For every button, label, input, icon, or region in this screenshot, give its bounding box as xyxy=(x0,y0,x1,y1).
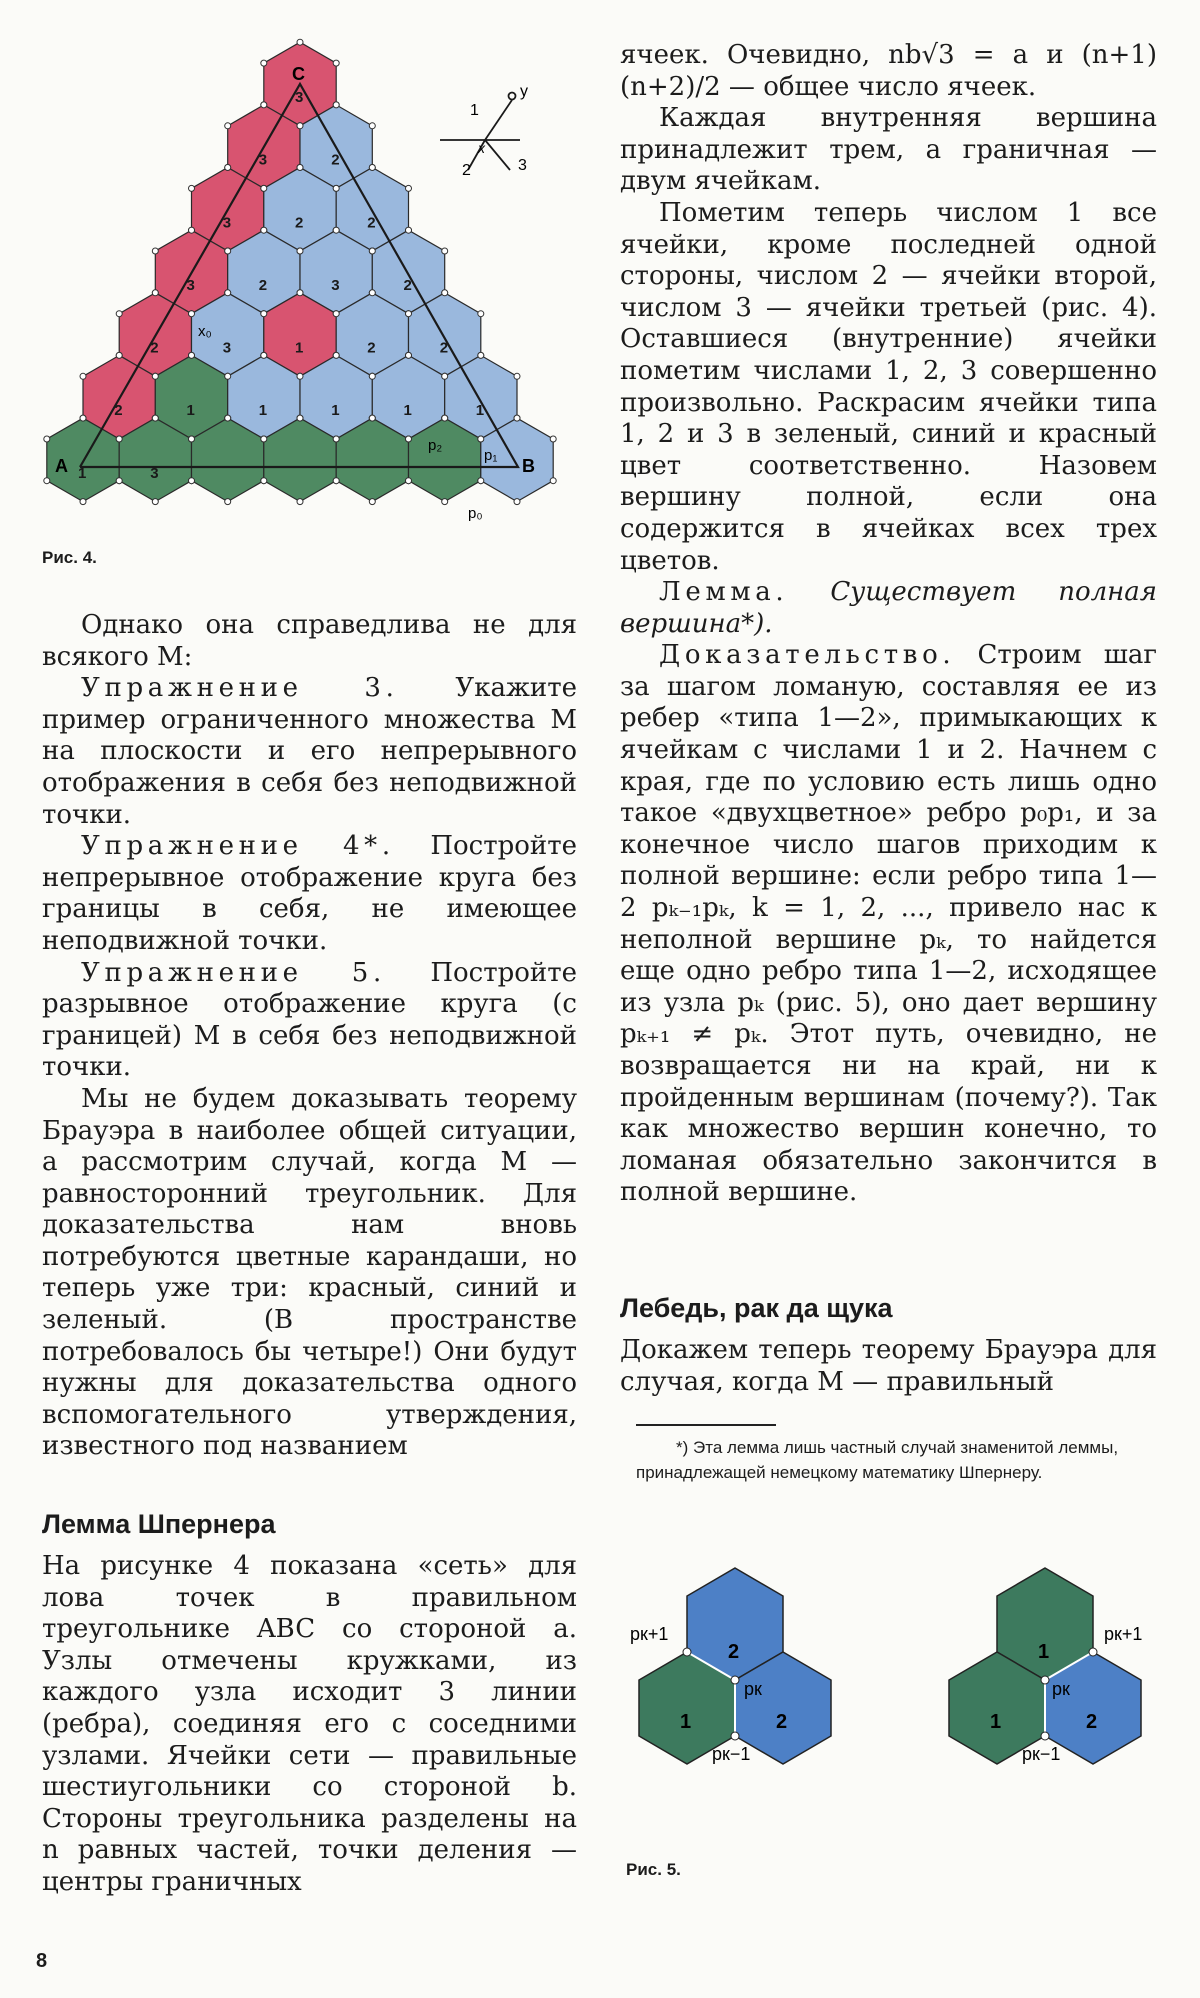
exercise-text: Постройте непрерывное отображение круга без границы в себя, не имеющее неподвижной точки. xyxy=(42,831,577,956)
grid-node xyxy=(261,478,267,484)
label-pk-minus-1: pк−1 xyxy=(712,1744,751,1764)
grid-node xyxy=(478,352,484,358)
lemma-label: Лемма. xyxy=(659,577,789,608)
grid-node xyxy=(80,499,86,505)
exercise-label: Упражнение 5. xyxy=(81,957,386,988)
grid-node xyxy=(369,373,375,379)
cell-number: 2 xyxy=(150,339,159,357)
exercise-text: Укажите пример ограниченного множества M на плоскости и его непрерывного отображения в себя без неподвижной точки. xyxy=(42,673,577,830)
grid-node xyxy=(261,185,267,191)
grid-node xyxy=(406,311,412,317)
grid-node xyxy=(189,185,195,191)
grid-node xyxy=(406,227,412,233)
page-number: 8 xyxy=(36,1950,48,1972)
grid-node xyxy=(297,415,303,421)
cell-number: 2 xyxy=(728,1641,740,1663)
grid-node xyxy=(225,373,231,379)
axis-label-y: y xyxy=(520,83,528,100)
grid-node xyxy=(225,165,231,171)
grid-node xyxy=(225,499,231,505)
grid-node xyxy=(261,311,267,317)
figure-4-hex-triangle xyxy=(20,20,560,540)
grid-node xyxy=(406,478,412,484)
proof xyxy=(620,640,1157,1209)
cell-number: 2 xyxy=(403,276,412,294)
grid-node xyxy=(369,248,375,254)
grid-node xyxy=(406,436,412,442)
grid-node xyxy=(442,248,448,254)
cell-number: 1 xyxy=(475,402,485,420)
grid-node xyxy=(478,311,484,317)
grid-node xyxy=(369,165,375,171)
cell-number: 1 xyxy=(403,402,412,420)
cell-number: 3 xyxy=(186,276,195,294)
grid-node xyxy=(189,352,195,358)
cell-number: 2 xyxy=(258,276,268,294)
grid-node xyxy=(514,499,520,505)
cell-number: 2 xyxy=(331,151,340,169)
vertex-label-b: B xyxy=(522,456,535,476)
grid-node xyxy=(116,436,122,442)
proof-label: Доказательство. xyxy=(659,640,956,671)
cell-number: 1 xyxy=(295,339,304,357)
grid-node xyxy=(550,478,556,484)
label-pk-plus-1: pк+1 xyxy=(1104,1624,1143,1644)
figure-4-caption: Рис. 4. xyxy=(42,548,97,567)
grid-node xyxy=(478,436,484,442)
grid-node xyxy=(333,436,339,442)
grid-node xyxy=(261,227,267,233)
cell-number: 1 xyxy=(258,402,268,420)
cell-number: 1 xyxy=(78,464,87,482)
cell-number: 2 xyxy=(439,339,449,357)
grid-node xyxy=(442,499,448,505)
grid-node xyxy=(152,290,158,296)
label-pk: pк xyxy=(1052,1679,1070,1699)
axis-label-x: x xyxy=(478,140,485,156)
grid-node xyxy=(261,60,267,66)
figure-5-left xyxy=(630,1568,831,1764)
grid-node xyxy=(297,39,303,45)
proof-text: Строим шаг за шагом ломаную, составляя ее из ребер «типа 1—2», примыкающих к ячейкам с числами 1 и 2. Начнем с края, где по условию есть лишь одно такое «двухцветное» ребро p₀p₁, и за конечное число шагов приходим к полной вершине: если ребро типа 1—2 pₖ₋₁pₖ, k = 1, 2, ..., привело нас к неполной вершине pₖ, то найдется еще одно ребро типа 1—2, исходящее из узла pₖ (рис. 5), оно дает вершину pₖ₊₁ ≠ pₖ. Этот путь, очевидно, не возвращается ни на край, ни к пройденным вершинам (почему?). Так как множество вершин конечно, то ломаная обязательно закончится в полной вершине. xyxy=(620,640,1157,1208)
grid-node xyxy=(225,290,231,296)
paragraph: Однако она справедлива не для всякого M: xyxy=(42,610,577,672)
grid-node xyxy=(442,290,448,296)
cell-number: 2 xyxy=(367,339,376,357)
grid-node xyxy=(369,415,375,421)
grid-node xyxy=(189,311,195,317)
cell-number: 2 xyxy=(295,214,304,232)
cell-number: 3 xyxy=(222,214,232,232)
cell-number: 1 xyxy=(990,1711,1002,1733)
figure-5-caption: Рис. 5. xyxy=(626,1860,681,1879)
axis-label-2: 2 xyxy=(462,162,471,179)
paragraph: Мы не будем доказывать теорему Брауэра в наиболее общей ситуации, а рассмотрим случай, когда M — равносторонний треугольник. Для доказательства нам вновь потребуются цветные карандаши, но теперь уже три: красный, синий и зеленый. (В пространстве потребовалось бы четыре!) Они будут нужны для доказательства одного вспомогательного утверждения, известного под названием xyxy=(42,1083,577,1462)
grid-node xyxy=(442,415,448,421)
grid-node xyxy=(369,499,375,505)
paragraph: ячеек. Очевидно, nb√3 = a и (n+1)(n+2)/2 — общее число ячеек. xyxy=(620,40,1157,102)
grid-node xyxy=(152,499,158,505)
grid-node xyxy=(261,436,267,442)
cell-number: 1 xyxy=(1038,1641,1050,1663)
grid-node xyxy=(80,373,86,379)
grid-node xyxy=(333,102,339,108)
cell-number: 1 xyxy=(331,402,340,420)
grid-node xyxy=(514,373,520,379)
grid-node xyxy=(297,123,303,129)
cell-number: 2 xyxy=(114,402,123,420)
exercise-text: Постройте разрывное отображение круга (с границей) M в себя без неподвижной точки. xyxy=(42,957,578,1083)
grid-node xyxy=(442,373,448,379)
footnote-rule xyxy=(636,1424,776,1426)
section-heading-sperner: Лемма Шпернера xyxy=(42,1509,276,1540)
point-label-p2: p₂ xyxy=(428,437,443,454)
grid-node xyxy=(116,478,122,484)
paragraph: Докажем теперь теорему Брауэра для случая, когда M — правильный xyxy=(620,1335,1157,1397)
point-label-x0: x₀ xyxy=(198,323,212,340)
exercise-label: Упражнение 4*. xyxy=(81,831,395,862)
grid-node xyxy=(189,227,195,233)
right-column xyxy=(620,40,1157,1209)
grid-node xyxy=(225,248,231,254)
grid-node xyxy=(550,436,556,442)
lemma-text: Существует полная вершина*). xyxy=(620,577,1157,639)
grid-node xyxy=(333,478,339,484)
point-label-p1: p₁ xyxy=(484,447,498,464)
grid-node xyxy=(297,290,303,296)
grid-node xyxy=(333,60,339,66)
cell-number: 2 xyxy=(1086,1711,1098,1733)
grid-node xyxy=(44,478,50,484)
grid-node xyxy=(333,227,339,233)
left-column xyxy=(42,610,577,1899)
paragraph: На рисунке 4 показана «сеть» для лова точек в правильном треугольнике ABC со стороной a. Узлы отмечены кружками, из каждого узла исходит 3 линии (ребра), соединяя его с соседними узлами. Ячейки сети — правильные шестиугольники со стороной b. Стороны треугольника разделены на n равных частей, точки деления — центры граничных xyxy=(42,1551,577,1897)
cell-number: 3 xyxy=(222,339,232,357)
grid-node xyxy=(369,290,375,296)
grid-node xyxy=(116,352,122,358)
cell-number: 1 xyxy=(186,402,195,420)
cell-number: 2 xyxy=(776,1711,788,1733)
exercise-5 xyxy=(42,958,577,1084)
hex-grid xyxy=(44,39,556,504)
grid-node xyxy=(514,415,520,421)
grid-node xyxy=(225,415,231,421)
label-pk-minus-1: pк−1 xyxy=(1022,1744,1061,1764)
cell-number: 3 xyxy=(150,464,159,482)
grid-node xyxy=(152,248,158,254)
cell-number: 1 xyxy=(680,1711,692,1733)
grid-node xyxy=(44,436,50,442)
paragraph: Пометим теперь числом 1 все ячейки, кроме последней одной стороны, числом 2 — ячейки второй, числом 3 — ячейки третьей (рис. 4). Оставшиеся (внутренние) ячейки пометим числами 1, 2, 3 совершенно произвольно. Раскрасим ячейки типа 1, 2 и 3 в зеленый, синий и красный цвет соответственно. Назовем вершину полной, если она содержится в ячейках всех трех цветов. xyxy=(620,197,1157,576)
grid-node xyxy=(297,165,303,171)
axis-label-1: 1 xyxy=(470,102,479,119)
footnote: *) Эта лемма лишь частный случай знаменитой леммы, принадлежащей немецкому математику Шпернеру. xyxy=(636,1438,1119,1482)
label-pk-plus-1: pк+1 xyxy=(630,1624,669,1644)
exercise-3 xyxy=(42,673,577,831)
grid-node xyxy=(297,373,303,379)
cell-number: 2 xyxy=(367,214,376,232)
cell-number: 3 xyxy=(295,89,304,106)
label-pk: pк xyxy=(744,1679,762,1699)
grid-node xyxy=(116,311,122,317)
grid-node xyxy=(478,478,484,484)
grid-node xyxy=(189,478,195,484)
vertex-label-c: C xyxy=(292,64,305,84)
section-heading-swan: Лебедь, рак да щука xyxy=(620,1293,893,1323)
grid-node xyxy=(152,373,158,379)
coordinate-axes xyxy=(440,93,520,171)
grid-node xyxy=(333,185,339,191)
grid-node xyxy=(261,352,267,358)
axis-label-3: 3 xyxy=(518,157,527,174)
grid-node xyxy=(189,436,195,442)
paragraph: Каждая внутренняя вершина принадлежит трем, а граничная — двум ячейкам. xyxy=(620,103,1157,197)
grid-node xyxy=(225,123,231,129)
grid-node xyxy=(80,415,86,421)
lemma xyxy=(620,577,1157,640)
exercise-label: Упражнение 3. xyxy=(81,673,399,704)
point-label-p0: p₀ xyxy=(468,505,483,522)
figure-5-right xyxy=(949,1568,1142,1764)
exercise-4 xyxy=(42,831,577,957)
vertex-label-a: A xyxy=(55,456,68,476)
grid-node xyxy=(406,185,412,191)
grid-node xyxy=(297,499,303,505)
grid-node xyxy=(333,352,339,358)
grid-node xyxy=(406,352,412,358)
grid-node xyxy=(297,248,303,254)
cell-number: 3 xyxy=(258,151,268,169)
cell-number: 3 xyxy=(331,276,340,294)
grid-node xyxy=(261,102,267,108)
figure-5-hexes xyxy=(600,1560,1180,1810)
grid-node xyxy=(369,123,375,129)
grid-node xyxy=(152,415,158,421)
grid-node xyxy=(333,311,339,317)
right-column-section xyxy=(620,1291,1157,1398)
